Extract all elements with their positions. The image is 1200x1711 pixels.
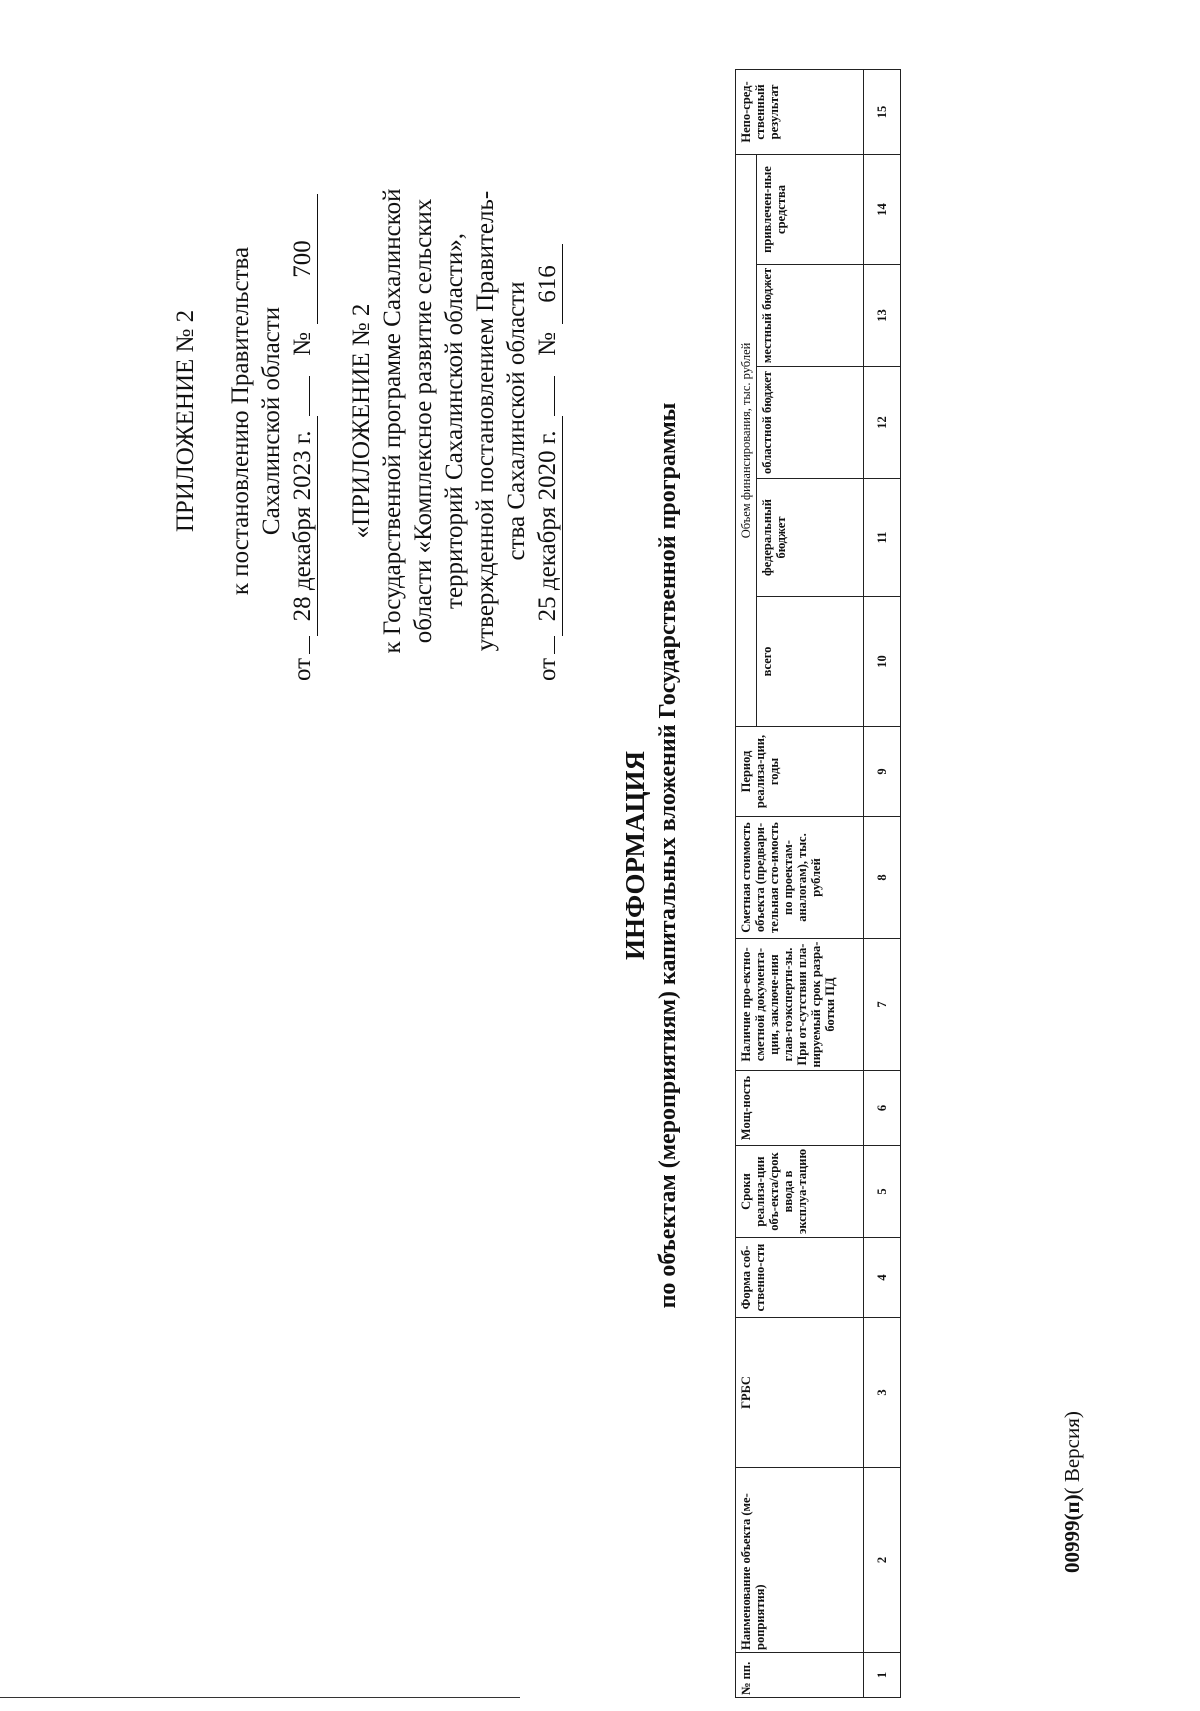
column-header: областной бюджет <box>757 367 864 479</box>
column-number: 8 <box>864 817 901 939</box>
header-line: Сахалинской области <box>258 306 285 536</box>
column-number: 7 <box>864 939 901 1071</box>
decree-date: 28 декабря 2023 г. <box>289 416 318 636</box>
quote-title: «ПРИЛОЖЕНИЕ № 2 <box>348 303 375 539</box>
program-line: ства Сахалинской области <box>503 281 530 561</box>
column-number: 6 <box>864 1071 901 1146</box>
number-label: № <box>534 332 561 356</box>
column-header: Сметная стоимость объекта (предвари-тельная сто-имость по проектам-аналогам), тыс. рублей <box>736 817 864 939</box>
column-number: 15 <box>864 69 901 154</box>
appendix-title: ПРИЛОЖЕНИЕ № 2 <box>172 309 199 533</box>
document-subtitle: по объектам (мероприятиям) капитальных вложений Государственной программы <box>655 402 681 1309</box>
header-line: к постановлению Правительства <box>227 246 254 596</box>
column-number: 13 <box>864 265 901 367</box>
table-header-row <box>736 69 757 1697</box>
column-header: № пп. <box>736 1653 864 1698</box>
number-label: № <box>289 332 316 356</box>
column-header: привлечен-ные средства <box>757 154 864 264</box>
column-number-row <box>864 69 901 1697</box>
column-header: местный бюджет <box>757 265 864 367</box>
decree-date-row <box>287 161 318 681</box>
program-line: утвержденной постановлением Правитель- <box>472 190 499 652</box>
program-number: 616 <box>534 244 563 324</box>
from-label: от <box>534 657 561 681</box>
funding-group-header: Объем финансирования, тыс. рублей <box>736 154 757 726</box>
column-header: Наличие про-ектно-сметной документа-ции, заключе-ния глав-гоэкспертн-зы. При от-сутствии пла-нируемый срок разра-ботки ПД <box>736 939 864 1071</box>
column-header: Сроки реализа-ции объ-екта/срок ввода в эксплуа-тацию <box>736 1146 864 1238</box>
column-number: 11 <box>864 479 901 597</box>
column-number: 14 <box>864 154 901 264</box>
footer-code: 00999(п) <box>1060 1494 1084 1573</box>
column-number: 2 <box>864 1468 901 1653</box>
column-header: Период реализа-ции, годы <box>736 727 864 817</box>
program-date-row <box>532 161 563 681</box>
column-number: 5 <box>864 1146 901 1238</box>
column-header: Наименование объекта (ме-роприятия) <box>736 1468 864 1653</box>
column-number: 12 <box>864 367 901 479</box>
program-line: территорий Сахалинской области», <box>441 233 468 609</box>
document-footer <box>1060 1411 1085 1573</box>
scan-edge-line <box>0 1697 520 1698</box>
program-line: области «Комплексное развитие сельских <box>410 198 437 644</box>
header-block <box>170 161 563 681</box>
column-header: федеральный бюджет <box>757 479 864 597</box>
footer-version: ( Версия) <box>1060 1411 1084 1495</box>
from-label: от <box>289 657 316 681</box>
column-number: 1 <box>864 1653 901 1698</box>
column-header: ГРБС <box>736 1318 864 1468</box>
program-date: 25 декабря 2020 г. <box>534 416 563 636</box>
column-number: 10 <box>864 597 901 727</box>
column-header: Непо-сред-ственный результат <box>736 69 864 154</box>
column-number: 3 <box>864 1318 901 1468</box>
decree-number: 700 <box>289 194 318 324</box>
column-header: Мощ-ность <box>736 1071 864 1146</box>
column-number: 9 <box>864 727 901 817</box>
capital-investments-table <box>735 69 901 1698</box>
document-title: ИНФОРМАЦИЯ <box>620 751 650 960</box>
column-header: Форма соб-ственно-сти <box>736 1238 864 1318</box>
column-header: всего <box>757 597 864 727</box>
program-line: к Государственной программе Сахалинской <box>379 188 406 654</box>
column-number: 4 <box>864 1238 901 1318</box>
